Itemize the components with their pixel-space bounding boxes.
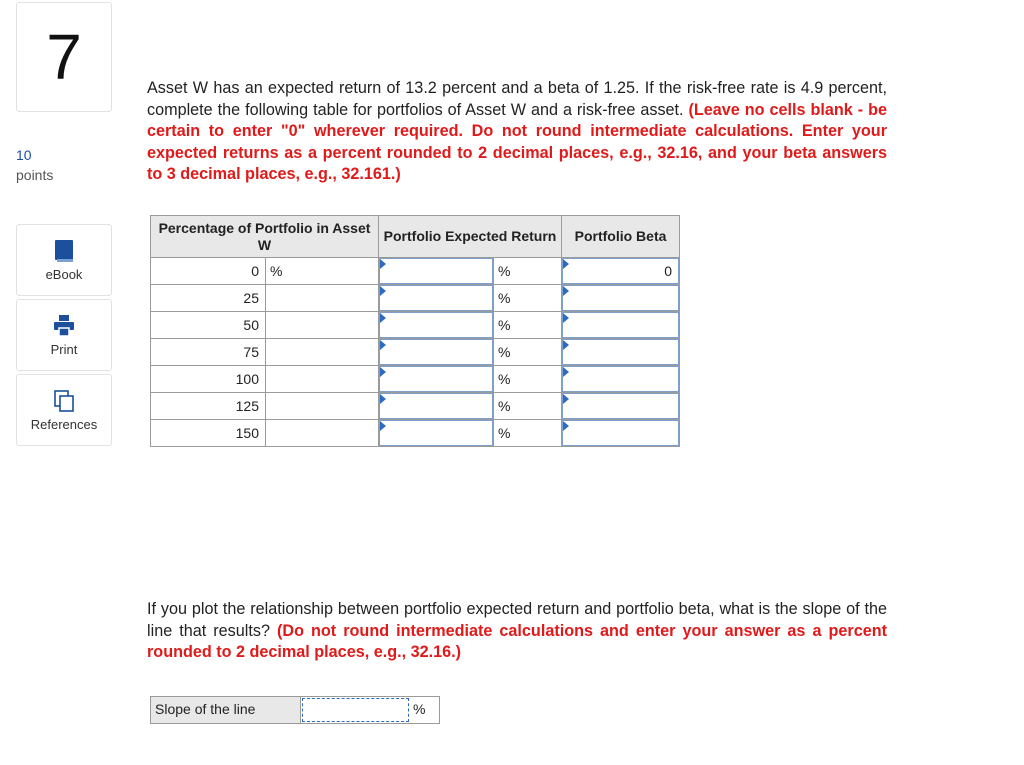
beta-input[interactable] [562,420,679,446]
header-beta: Portfolio Beta [562,216,680,258]
references-button[interactable] [16,374,112,446]
points-box [16,145,53,185]
slope-input[interactable] [302,698,409,722]
header-percentage: Percentage of Portfolio in Asset W [151,216,379,258]
beta-input[interactable] [562,393,679,419]
slope-label: Slope of the line [151,697,301,723]
pct-cell: 125 [151,393,266,420]
return-cell[interactable] [379,420,494,447]
pct-cell: 0 [151,258,266,285]
input-flag-icon [380,367,386,377]
header-expected-return: Portfolio Expected Return [379,216,562,258]
points-value: 10 [16,147,32,163]
input-flag-icon [563,259,569,269]
question-text [147,78,887,186]
input-flag-icon [563,286,569,296]
return-cell[interactable] [379,312,494,339]
beta-input[interactable] [562,285,679,311]
pct-unit: % [266,258,379,285]
slope-row [150,696,440,724]
print-label: Print [50,342,78,357]
table-row [151,339,680,366]
references-label: References [30,417,98,432]
question-instructions: (Leave no cells blank - be certain to enter "0" wherever required. Do not round intermediate calculations. Enter your expected returns as a percent rounded to 2 decimal places, e.g., 32.16, and your beta answers to 3 decimal places, e.g., 32.161.) [147,100,888,183]
return-unit: % [494,312,562,339]
pct-unit-empty [266,420,379,447]
table-row [151,312,680,339]
beta-cell[interactable] [562,420,680,447]
input-flag-icon [563,313,569,323]
question2-instructions: (Do not round intermediate calculations and enter your answer as a percent rounded to 2 decimal places, e.g., 32.16.) [147,621,888,661]
question2-text [147,599,887,664]
question2-body: If you plot the relationship between portfolio expected return and portfolio beta, what is the slope of the line that results? [147,600,887,640]
return-input[interactable] [379,366,493,392]
question-number: 7 [16,2,112,112]
input-flag-icon [563,340,569,350]
book-icon [52,239,76,263]
pct-cell: 75 [151,339,266,366]
beta-cell[interactable] [562,312,680,339]
print-button[interactable] [16,299,112,371]
table-row [151,285,680,312]
input-flag-icon [380,313,386,323]
input-flag-icon [380,259,386,269]
input-flag-icon [563,367,569,377]
return-unit: % [494,420,562,447]
beta-cell[interactable] [562,393,680,420]
input-flag-icon [380,286,386,296]
beta-cell[interactable] [562,339,680,366]
pct-unit-empty [266,339,379,366]
ebook-button[interactable] [16,224,112,296]
return-unit: % [494,393,562,420]
return-cell[interactable] [379,285,494,312]
pct-cell: 150 [151,420,266,447]
input-flag-icon [380,421,386,431]
input-flag-icon [380,394,386,404]
return-unit: % [494,366,562,393]
printer-icon [52,314,76,338]
slope-unit: % [413,701,426,717]
table-row [151,393,680,420]
ebook-label: eBook [45,267,83,282]
table-row [151,420,680,447]
pct-unit-empty [266,366,379,393]
pct-unit-empty [266,312,379,339]
beta-input[interactable] [562,366,679,392]
return-input[interactable] [379,339,493,365]
beta-input[interactable] [562,258,679,284]
table-header-row [151,216,680,258]
return-input[interactable] [379,285,493,311]
beta-input[interactable] [562,312,679,338]
beta-input[interactable] [562,339,679,365]
return-input[interactable] [379,312,493,338]
return-cell[interactable] [379,258,494,285]
return-unit: % [494,258,562,285]
return-cell[interactable] [379,393,494,420]
table-row [151,366,680,393]
return-input[interactable] [379,393,493,419]
question-body: Asset W has an expected return of 13.2 percent and a beta of 1.25. If the risk-free rate is 4.9 percent, complete the following table for portfolios of Asset W and a risk-free asset. [147,79,887,119]
return-cell[interactable] [379,366,494,393]
return-unit: % [494,285,562,312]
portfolio-table [150,215,680,447]
pct-cell: 100 [151,366,266,393]
return-input[interactable] [379,258,493,284]
beta-cell[interactable] [562,285,680,312]
beta-cell[interactable] [562,258,680,285]
beta-cell[interactable] [562,366,680,393]
pct-cell: 50 [151,312,266,339]
copy-pages-icon [52,389,76,413]
points-label: points [16,167,54,183]
input-flag-icon [380,340,386,350]
return-cell[interactable] [379,339,494,366]
beta-value: 0 [664,263,672,279]
return-unit: % [494,339,562,366]
return-input[interactable] [379,420,493,446]
pct-unit-empty [266,285,379,312]
pct-unit-empty [266,393,379,420]
input-flag-icon [563,394,569,404]
input-flag-icon [563,421,569,431]
table-row [151,258,680,285]
pct-cell: 25 [151,285,266,312]
